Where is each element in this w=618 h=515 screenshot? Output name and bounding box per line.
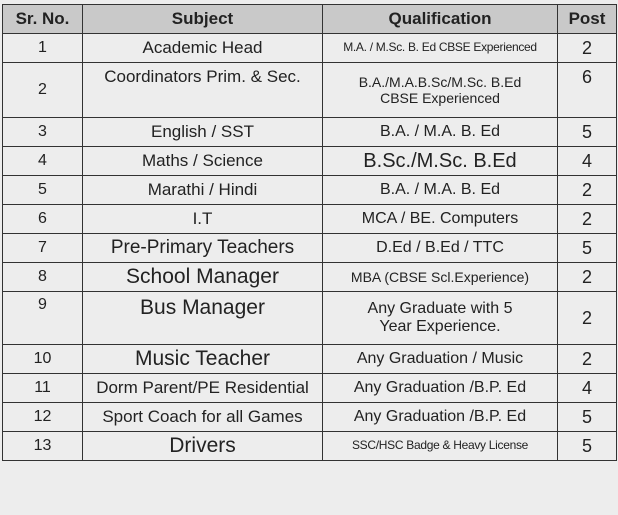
cell-qualification: M.A. / M.Sc. B. Ed CBSE Experienced	[323, 34, 558, 63]
cell-post: 2	[558, 205, 617, 234]
cell-subject: Marathi / Hindi	[83, 176, 323, 205]
cell-sr-no: 2	[3, 63, 83, 118]
table-row	[3, 263, 617, 292]
cell-subject: Sport Coach for all Games	[83, 403, 323, 432]
table-row	[3, 432, 617, 461]
cell-sr-no: 12	[3, 403, 83, 432]
cell-qualification: SSC/HSC Badge & Heavy License	[323, 432, 558, 461]
cell-subject: Coordinators Prim. & Sec.	[83, 63, 323, 118]
cell-subject: Pre-Primary Teachers	[83, 234, 323, 263]
cell-post: 2	[558, 176, 617, 205]
cell-sr-no: 6	[3, 205, 83, 234]
header-sr-no: Sr. No.	[3, 5, 83, 34]
header-subject: Subject	[83, 5, 323, 34]
table-row	[3, 176, 617, 205]
cell-subject: Maths / Science	[83, 147, 323, 176]
table-row	[3, 234, 617, 263]
table-row	[3, 63, 617, 118]
cell-subject: Drivers	[83, 432, 323, 461]
cell-qualification: B.Sc./M.Sc. B.Ed	[323, 147, 558, 176]
cell-qualification: MBA (CBSE Scl.Experience)	[323, 263, 558, 292]
table-header-row	[3, 5, 617, 34]
cell-sr-no: 4	[3, 147, 83, 176]
vacancy-table-container	[2, 4, 616, 461]
cell-sr-no: 9	[3, 292, 83, 345]
cell-qualification: B.A. / M.A. B. Ed	[323, 176, 558, 205]
cell-post: 5	[558, 403, 617, 432]
cell-post: 5	[558, 234, 617, 263]
cell-post: 2	[558, 263, 617, 292]
cell-sr-no: 10	[3, 345, 83, 374]
table-row	[3, 118, 617, 147]
cell-qualification: MCA / BE. Computers	[323, 205, 558, 234]
header-qualification: Qualification	[323, 5, 558, 34]
cell-subject: Academic Head	[83, 34, 323, 63]
cell-qualification: B.A./M.A.B.Sc/M.Sc. B.Ed CBSE Experienced	[323, 63, 558, 118]
cell-sr-no: 1	[3, 34, 83, 63]
table-row	[3, 374, 617, 403]
cell-post: 2	[558, 34, 617, 63]
cell-qualification: Any Graduation / Music	[323, 345, 558, 374]
table-row	[3, 147, 617, 176]
cell-subject: I.T	[83, 205, 323, 234]
table-row	[3, 403, 617, 432]
cell-subject: Dorm Parent/PE Residential	[83, 374, 323, 403]
cell-post: 6	[558, 63, 617, 118]
table-row	[3, 345, 617, 374]
table-row	[3, 34, 617, 63]
cell-post: 5	[558, 118, 617, 147]
cell-post: 2	[558, 345, 617, 374]
cell-post: 4	[558, 147, 617, 176]
cell-subject: Bus Manager	[83, 292, 323, 345]
cell-subject: School Manager	[83, 263, 323, 292]
cell-post: 2	[558, 292, 617, 345]
cell-subject: English / SST	[83, 118, 323, 147]
cell-sr-no: 5	[3, 176, 83, 205]
cell-sr-no: 3	[3, 118, 83, 147]
cell-subject: Music Teacher	[83, 345, 323, 374]
cell-sr-no: 7	[3, 234, 83, 263]
cell-qualification: Any Graduation /B.P. Ed	[323, 374, 558, 403]
cell-qualification: B.A. / M.A. B. Ed	[323, 118, 558, 147]
table-row	[3, 292, 617, 345]
cell-sr-no: 11	[3, 374, 83, 403]
cell-qualification: D.Ed / B.Ed / TTC	[323, 234, 558, 263]
header-post: Post	[558, 5, 617, 34]
cell-post: 5	[558, 432, 617, 461]
table-row	[3, 205, 617, 234]
cell-qualification: Any Graduation /B.P. Ed	[323, 403, 558, 432]
cell-post: 4	[558, 374, 617, 403]
cell-sr-no: 13	[3, 432, 83, 461]
cell-sr-no: 8	[3, 263, 83, 292]
cell-qualification: Any Graduate with 5 Year Experience.	[323, 292, 558, 345]
vacancy-table	[2, 4, 617, 461]
